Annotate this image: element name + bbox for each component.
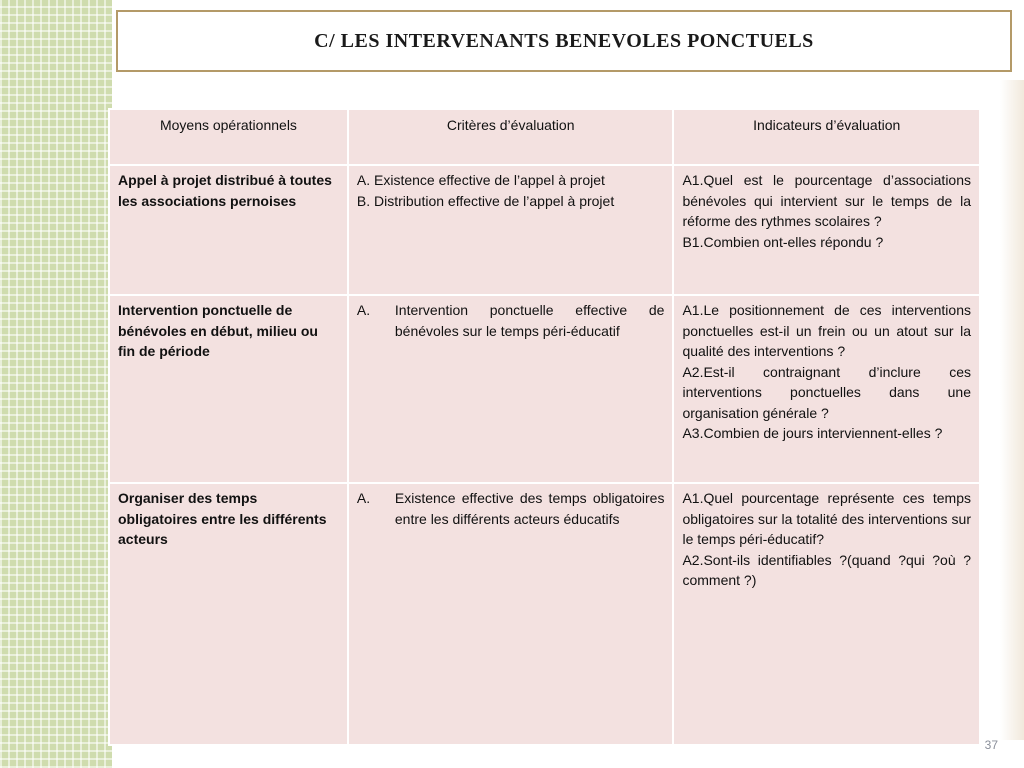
evaluation-table	[108, 108, 981, 746]
decorative-shadow	[1000, 80, 1024, 740]
header-means: Moyens opérationnels	[109, 109, 348, 165]
table-row	[109, 165, 980, 295]
indicator-item: B1.Combien ont-elles répondu ?	[682, 233, 884, 250]
indicators-cell	[673, 165, 980, 295]
criteria-item: B. Distribution effective de l’appel à projet	[356, 192, 615, 209]
title-box	[116, 10, 1012, 72]
table-row	[109, 295, 980, 483]
criteria-item: A. Existence effective de l’appel à projet	[356, 172, 605, 188]
criteria-item	[357, 488, 665, 529]
criteria-item-label: A.	[356, 302, 371, 318]
criteria-cell	[348, 483, 674, 745]
criteria-item-label: A.	[356, 490, 371, 506]
criteria-item-text: Existence effective des temps obligatoires entre les différents acteurs éducatifs	[394, 490, 665, 527]
indicator-item: A1.Quel pourcentage représente ces temps obligatoires sur la totalité des interventions sur le temps péri-éducatif?	[682, 490, 971, 547]
indicators-cell	[673, 295, 980, 483]
criteria-cell	[348, 165, 674, 295]
criteria-item-text: Intervention ponctuelle effective de bénévoles sur le temps péri-éducatif	[394, 302, 665, 339]
means-cell: Appel à projet distribué à toutes les associations pernoises	[109, 165, 348, 295]
table-row	[109, 483, 980, 745]
page-number: 37	[984, 738, 998, 752]
table-header-row	[109, 109, 980, 165]
indicators-cell	[673, 483, 980, 745]
indicator-item: A1.Le positionnement de ces interventions ponctuelles est-il un frein ou un atout sur la qualité des interventions ?	[682, 302, 971, 359]
indicator-item: A2.Est-il contraignant d’inclure ces interventions ponctuelles dans une organisation générale ?	[682, 363, 971, 421]
criteria-cell	[348, 295, 674, 483]
criteria-item	[357, 300, 665, 341]
header-indicators: Indicateurs d’évaluation	[673, 109, 980, 165]
indicator-item: A2.Sont-ils identifiables ?(quand ?qui ?où ?comment ?)	[682, 551, 971, 588]
indicator-item: A3.Combien de jours interviennent-elles ?	[682, 425, 943, 441]
indicator-item: A1.Quel est le pourcentage d’associations bénévoles qui intervient sur le temps de la réforme des rythmes scolaires ?	[682, 172, 971, 229]
decorative-side-pattern	[0, 0, 112, 768]
means-cell: Intervention ponctuelle de bénévoles en début, milieu ou fin de période	[109, 295, 348, 483]
slide-title: C/ LES INTERVENANTS BENEVOLES PONCTUELS	[314, 30, 814, 52]
means-cell: Organiser des temps obligatoires entre les différents acteurs	[109, 483, 348, 745]
header-criteria: Critères d’évaluation	[348, 109, 674, 165]
